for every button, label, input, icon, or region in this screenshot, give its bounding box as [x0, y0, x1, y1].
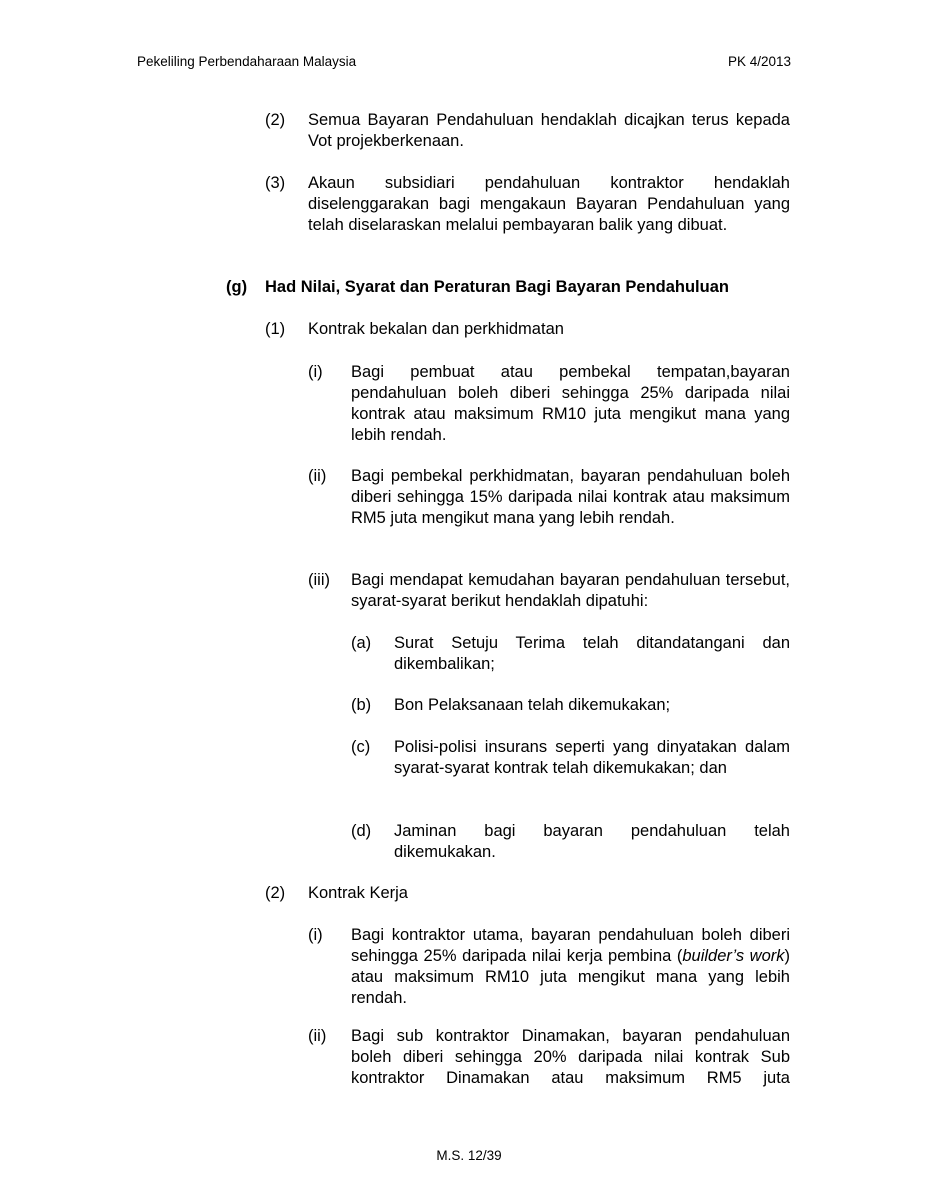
condition-text: Bon Pelaksanaan telah dikemukakan; [394, 696, 671, 714]
condition-letter: (c) [351, 738, 371, 756]
section-title: Had Nilai, Syarat dan Peraturan Bagi Bayaran Pendahuluan [265, 278, 729, 296]
clause-text: Bagi sub kontraktor Dinamakan, bayaran pendahuluan boleh diberi sehingga 20% daripada nilai kontrak Sub kontraktor Dinamakan atau maksimum RM5 juta [351, 1027, 790, 1087]
paragraph-number: (2) [265, 111, 286, 129]
clause-text: Bagi mendapat kemudahan bayaran pendahuluan tersebut, syarat-syarat berikut hendaklah dipatuhi: [351, 571, 790, 610]
condition-letter: (a) [351, 634, 372, 652]
paragraph-number: (3) [265, 174, 286, 192]
clause-number: (i) [308, 363, 323, 381]
paragraph-text: Akaun subsidiari pendahuluan kontraktor hendaklah diselenggarakan bagi mengakaun Bayaran Pendahuluan yang telah diselaraskan melalui pembayaran balik yang dibuat. [308, 174, 790, 234]
condition-letter: (d) [351, 822, 372, 840]
clause-text: Bagi pembekal perkhidmatan, bayaran pendahuluan boleh diberi sehingga 15% daripada nilai kontrak atau maksimum RM5 juta mengikut mana yang lebih rendah. [351, 467, 790, 527]
condition-letter: (b) [351, 696, 372, 714]
clause-text: Bagi pembuat atau pembekal tempatan,bayaran pendahuluan boleh diberi sehingga 25% daripada nilai kontrak atau maksimum RM10 juta mengikut mana yang lebih rendah. [351, 363, 790, 444]
running-header-reference: PK 4/2013 [727, 54, 791, 69]
clause-number: (ii) [308, 1027, 327, 1045]
subsection-title: Kontrak bekalan dan perkhidmatan [308, 320, 564, 338]
clause-number: (i) [308, 926, 323, 944]
condition-text: Jaminan bagi bayaran pendahuluan telah dikemukakan. [394, 822, 790, 861]
condition-text: Polisi-polisi insurans seperti yang dinyatakan dalam syarat-syarat kontrak telah dikemukakan; dan [394, 738, 790, 777]
page-number: M.S. 12/39 [436, 1148, 502, 1163]
clause-text-end: ) atau maksimum RM10 juta mengikut mana yang lebih rendah. [351, 947, 790, 1007]
subsection-number: (2) [265, 884, 286, 902]
clause-text-italic-term: builder’s work [682, 947, 785, 965]
condition-text: Surat Setuju Terima telah ditandatangani dan dikembalikan; [394, 634, 790, 673]
clause-number: (iii) [308, 571, 330, 589]
section-number: (g) [226, 278, 248, 296]
clause-text-start: Bagi kontraktor utama, bayaran pendahuluan boleh diberi sehingga 25% daripada nilai kerja pembina ( [351, 926, 790, 965]
paragraph-text: Semua Bayaran Pendahuluan hendaklah dicajkan terus kepada Vot projekberkenaan. [308, 111, 790, 150]
clause-text [351, 925, 790, 1009]
subsection-title: Kontrak Kerja [308, 884, 408, 902]
clause-number: (ii) [308, 467, 327, 485]
subsection-number: (1) [265, 320, 286, 338]
running-header-title: Pekeliling Perbendaharaan Malaysia [137, 54, 357, 69]
